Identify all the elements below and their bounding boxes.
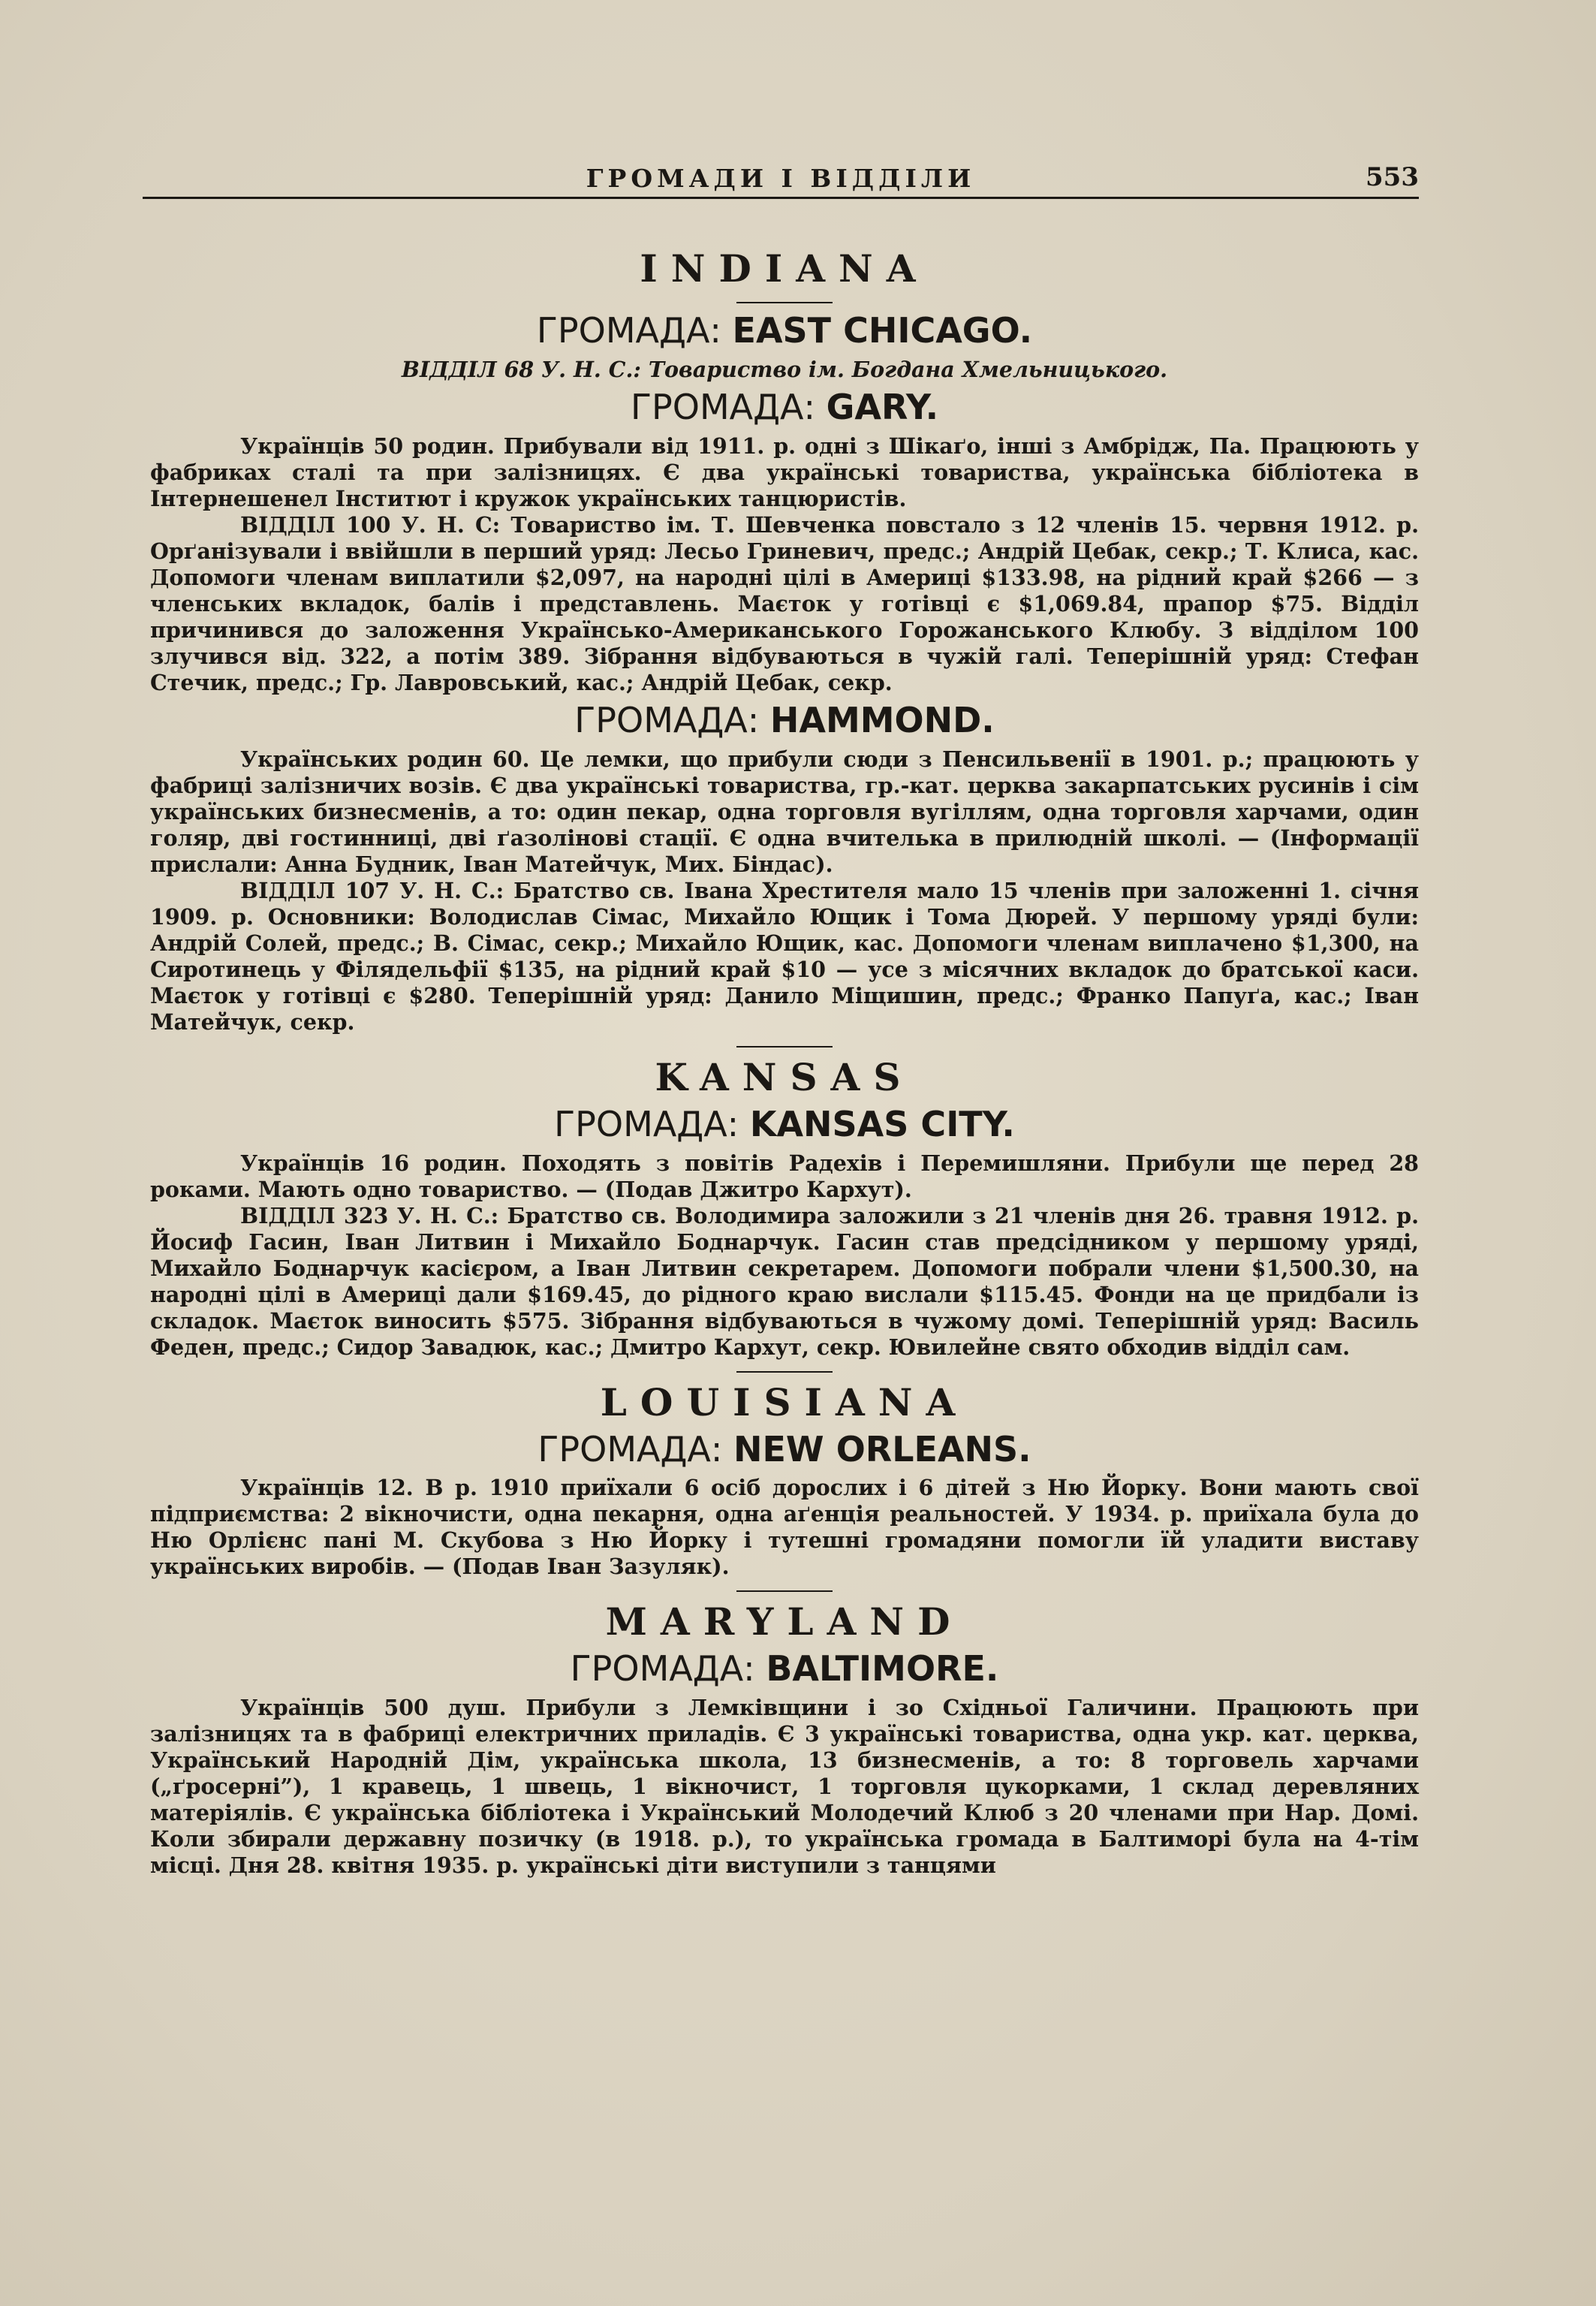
hromada-label: ГРОМАДА: (630, 386, 815, 427)
hromada-label: ГРОМАДА: (570, 1648, 755, 1690)
hromada-label: ГРОМАДА: (538, 1428, 723, 1470)
divider (736, 1371, 833, 1373)
state-heading-louisiana: LOUISIANA (600, 1379, 969, 1424)
header-rule (143, 197, 1419, 199)
city-name: EAST CHICAGO. (732, 310, 1033, 351)
paragraph: ВІДДІЛ 100 У. Н. С: Товариство ім. Т. Шевченка повстало з 12 членів 15. червня 1912. р. Орґанізували і ввійшли в перший уряд: Лесьо Гриневич, предс.; Андрій Цебак, секр.; Т. Клиса, кас. Допомоги членам виплатили $2,097, на народні цілі в Америці $133.98, на рідний край $266 — з членських вкладок, балів і представлень. Маєток у готівці є $1,069.84, прапор $75. Відділ причинився до заложення Українсько-Американського Горожанського Клюбу. З відділом 100 злучився від. 322, а потім 389. Зібрання відбуваються в чужій галі. Теперішній уряд: Стефан Стечик, предс.; Гр. Лавровський, кас.; Андрій Цебак, секр. (150, 511, 1419, 695)
page-header (143, 156, 1419, 201)
hromada-label: ГРОМАДА: (574, 699, 760, 740)
hromada-label: ГРОМАДА: (554, 1103, 739, 1144)
state-heading-maryland: MARYLAND (605, 1599, 964, 1644)
hromada-heading-hammond (150, 701, 1419, 740)
city-name: HAMMOND. (769, 699, 995, 740)
paragraph: Українців 50 родин. Прибували від 1911. р. одні з Шікаґо, інші з Амбрідж, Па. Працюють у фабриках сталі та при залізницях. Є два українські товариства, українська бібліотека в Інтернешенел Інститют і кружок українських танцюристів. (150, 433, 1419, 511)
page-content (150, 240, 1419, 1879)
city-name: KANSAS CITY. (749, 1103, 1015, 1144)
hromada-heading-kansas-city (150, 1105, 1419, 1144)
state-heading-kansas: KANSAS (655, 1054, 914, 1099)
branch-line: ВІДДІЛ 68 У. Н. С.: Товариство ім. Богдана Хмельницького. (401, 356, 1168, 382)
divider (736, 1046, 833, 1047)
hromada-label: ГРОМАДА: (536, 310, 721, 351)
paragraph: Українців 500 душ. Прибули з Лемківщини і зо Східньої Галичини. Працюють при залізницях та в фабриці електричних приладів. Є 3 українські товариства, одна укр. кат. церква, Український Народній Дім, українська школа, 13 бизнесменів, а то: 8 торговель харчами („ґросерні”), 1 кравець, 1 швець, 1 вікночист, 1 торговля цукорками, 1 склад деревляних матеріялів. Є українська бібліотека і Український Молодечий Клюб з 20 членами при Нар. Домі. Коли збирали державну позичку (в 1918. р.), то українська громада в Балтиморі була на 4-тім місці. Дня 28. квітня 1935. р. українські діти виступили з танцями (150, 1695, 1419, 1879)
state-heading-indiana: INDIANA (640, 246, 929, 291)
divider (736, 1590, 833, 1592)
paragraph: ВІДДІЛ 107 У. Н. С.: Братство св. Івана Хрестителя мало 15 членів при заложенні 1. січня 1909. р. Основники: Володислав Сімас, Михайло Ющик і Тома Дюрей. У першому уряді були: Андрій Солей, предс.; В. Сімас, секр.; Михайло Ющик, кас. Допомоги членам виплачено $1,300, на Сиротинець у Філядельфії $135, на рідний край $10 — усе з місячних вкладок до братської каси. Маєток у готівці є $280. Теперішній уряд: Данило Міщишин, предс.; Франко Папуґа, кас.; Іван Матейчук, секр. (150, 877, 1419, 1035)
hromada-heading-baltimore (150, 1649, 1419, 1689)
city-name: NEW ORLEANS. (733, 1428, 1031, 1470)
city-name: BALTIMORE. (766, 1648, 999, 1690)
paragraph: Українців 12. В р. 1910 приїхали 6 осіб дорослих і 6 дітей з Ню Йорку. Вони мають свої підприємства: 2 вікночисти, одна пекарня, одна аґенція реальностей. У 1934. р. приїхала була до Ню Орлієнс пані М. Скубова з Ню Йорку і тутешні громадяни помогли їй уладити виставу українських виробів. — (Подав Іван Зазуляк). (150, 1475, 1419, 1580)
hromada-heading-east-chicago (150, 311, 1419, 351)
hromada-heading-new-orleans (150, 1430, 1419, 1470)
paragraph: Українських родин 60. Це лемки, що прибули сюди з Пенсильвенії в 1901. р.; працюють у фабриці залізничих возів. Є два українські товариства, гр.-кат. церква закарпатських русинів і сім українських бизнесменів, а то: один пекар, одна торговля вугіллям, одна торговля харчами, один голяр, дві гостинниці, дві ґазолінові стації. Є одна вчителька в прилюдній школі. — (Інформації прислали: Анна Будник, Іван Матейчук, Мих. Біндас). (150, 746, 1419, 877)
hromada-heading-gary (150, 387, 1419, 427)
divider (736, 302, 833, 303)
paragraph: ВІДДІЛ 323 У. Н. С.: Братство св. Володимира заложили з 21 членів дня 26. травня 1912. р. Йосиф Гасин, Іван Литвин і Михайло Боднарчук. Гасин став предсідником у першому уряді, Михайло Боднарчук касієром, а Іван Литвин секретарем. Допомоги побрали члени $1,500.30, на народні цілі в Америці дали $169.45, до рідного краю вислали $115.45. Фонди на це придбали із складок. Маєток виносить $575. Зібрання відбуваються в чужому домі. Теперішній уряд: Василь Феден, предс.; Сидор Завадюк, кас.; Дмитро Кархут, секр. Ювилейне свято обходив відділ сам. (150, 1202, 1419, 1360)
running-head: ГРОМАДИ І ВІДДІЛИ (586, 164, 976, 193)
city-name: GARY. (826, 386, 939, 427)
page-number: 553 (1366, 162, 1419, 192)
paragraph: Українців 16 родин. Походять з повітів Радехів і Перемишляни. Прибули ще перед 28 роками. Мають одно товариство. — (Подав Джитро Кархут). (150, 1150, 1419, 1202)
